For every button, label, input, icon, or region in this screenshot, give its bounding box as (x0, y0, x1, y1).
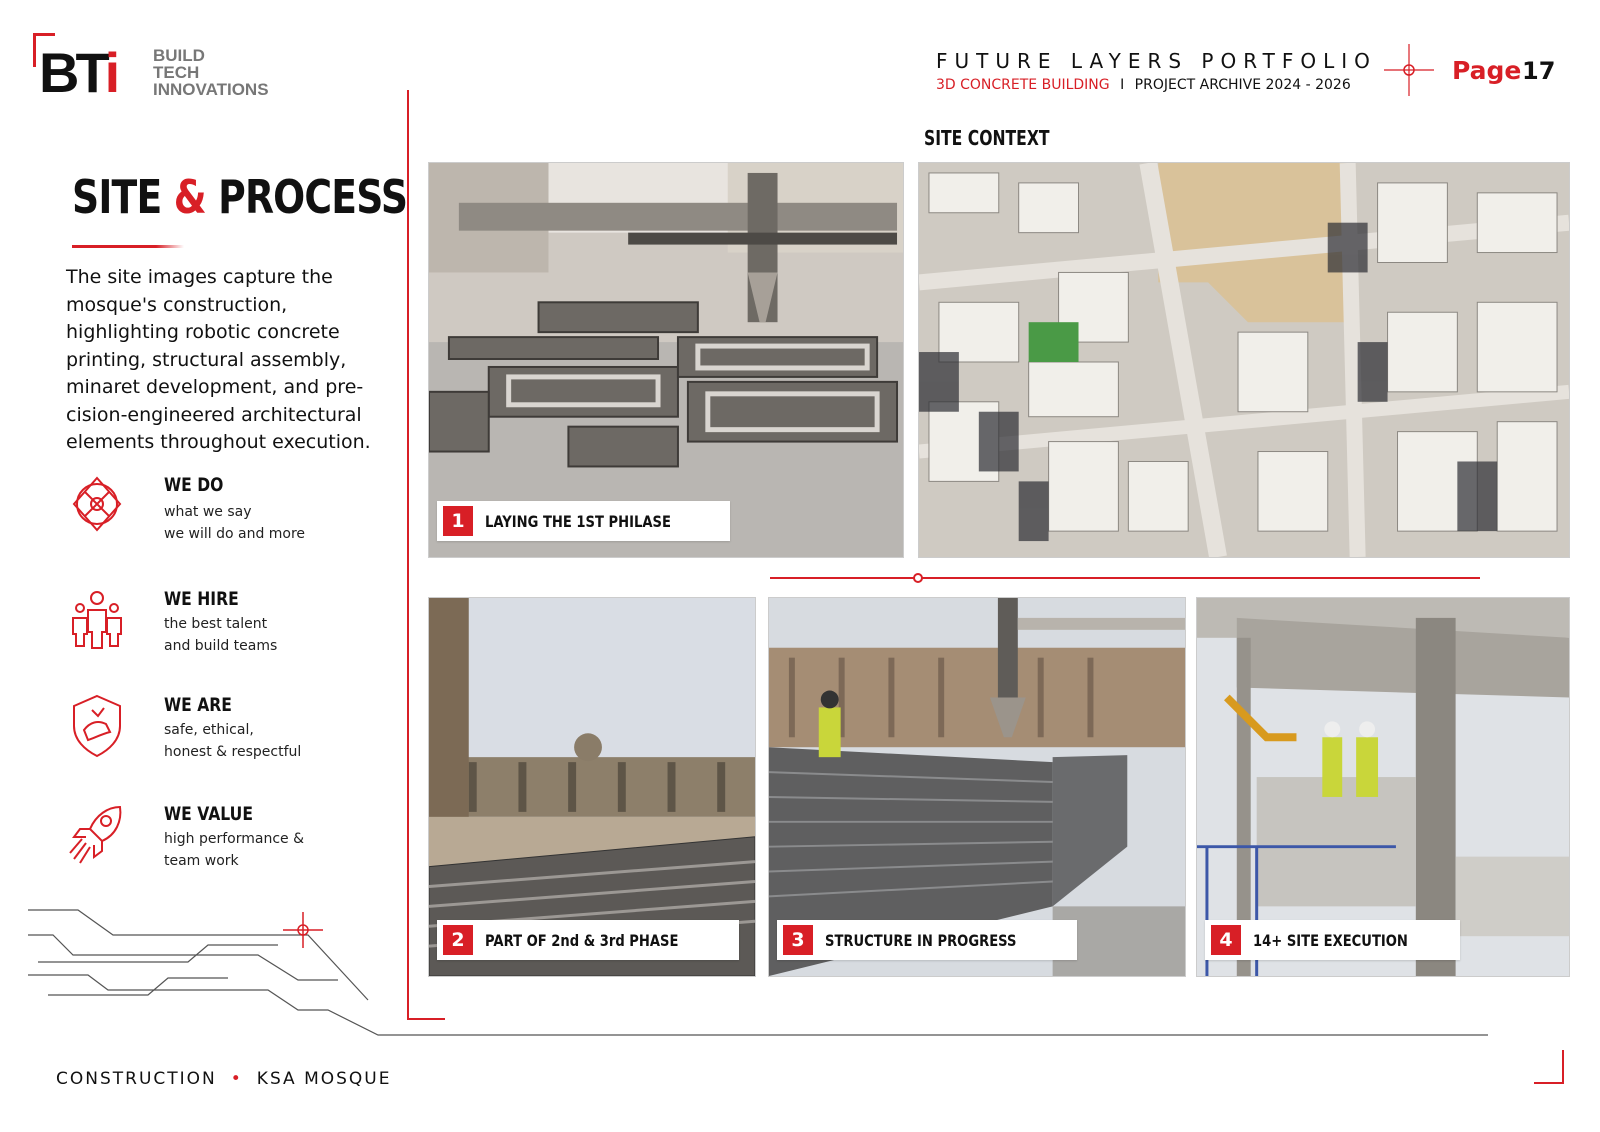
value-title: WE VALUE (164, 803, 253, 825)
page-number: 17 (1522, 57, 1556, 85)
shield-hand-icon (68, 694, 126, 758)
value-line: we will do and more (164, 526, 306, 542)
vertical-divider (407, 90, 409, 1020)
logo-wordmark: BUILD TECH INNOVATIONS (153, 46, 269, 99)
value-line: safe, ethical, (164, 722, 254, 738)
crosshair-icon (1384, 44, 1434, 96)
photo-caption (437, 501, 730, 541)
photo-caption (1205, 920, 1460, 960)
caption-text: STRUCTURE IN PROGRESS (825, 930, 1017, 950)
footer-category: CONSTRUCTION (56, 1069, 217, 1089)
caption-text: PART OF 2nd & 3rd PHASE (485, 930, 679, 950)
photo-structure-in-progress (768, 597, 1186, 977)
value-item-we-hire (68, 588, 388, 668)
value-line: what we say (164, 504, 252, 520)
photo-divider-rule (770, 577, 1480, 579)
value-item-we-do (68, 474, 388, 554)
subtitle-category: 3D CONCRETE BUILDING (936, 77, 1110, 93)
company-logo (33, 33, 293, 108)
value-line: high performance & (164, 831, 304, 847)
value-line: team work (164, 853, 239, 869)
photo-site-execution (1196, 597, 1570, 977)
logo-mark: BTi (39, 41, 117, 104)
caption-number: 4 (1211, 925, 1241, 955)
rocket-icon (68, 803, 126, 867)
subtitle-archive: PROJECT ARCHIVE 2024 - 2026 (1134, 77, 1351, 93)
value-item-we-value (68, 803, 388, 883)
site-context-label: SITE CONTEXT (924, 126, 1050, 150)
footer-separator: • (230, 1069, 243, 1089)
caption-text: LAYING THE 1ST PHILASE (485, 511, 671, 531)
value-item-we-are (68, 694, 388, 774)
caption-number: 3 (783, 925, 813, 955)
photo-laying-first-phase (428, 162, 904, 558)
footer (56, 1069, 392, 1089)
heading-ampersand: & (173, 170, 206, 224)
caption-number: 2 (443, 925, 473, 955)
caption-number: 1 (443, 506, 473, 536)
photo-divider-dot (913, 573, 923, 583)
value-title: WE DO (164, 474, 224, 496)
logo-mark-accent: i (104, 41, 117, 104)
corner-bracket-decoration (1534, 1050, 1564, 1084)
portfolio-subtitle (936, 77, 1351, 93)
portfolio-title: FUTURE LAYERS PORTFOLIO (936, 49, 1377, 73)
value-line: honest & respectful (164, 744, 302, 760)
subtitle-separator: I (1120, 77, 1125, 93)
value-line: and build teams (164, 638, 278, 654)
vertical-divider-foot (407, 1018, 445, 1020)
heading-underline (72, 245, 184, 248)
photo-second-third-phase (428, 597, 756, 977)
page-label: Page (1452, 56, 1522, 85)
value-line: the best talent (164, 616, 268, 632)
photo-caption (777, 920, 1077, 960)
caption-text: 14+ SITE EXECUTION (1253, 930, 1408, 950)
section-heading: SITE & PROCESS (72, 170, 408, 224)
intro-paragraph: The site images capture the mosque's construction, highlighting robotic concrete printing, structural assembly, minaret development, and pre-cision-engineered architectural elements throughout execution. (66, 266, 371, 453)
photo-caption (437, 920, 739, 960)
value-title: WE ARE (164, 694, 232, 716)
team-people-icon (68, 588, 126, 652)
photo-site-context-aerial (918, 162, 1570, 558)
compass-emblem-icon (68, 474, 126, 538)
value-title: WE HIRE (164, 588, 239, 610)
footer-project: KSA MOSQUE (256, 1069, 392, 1089)
